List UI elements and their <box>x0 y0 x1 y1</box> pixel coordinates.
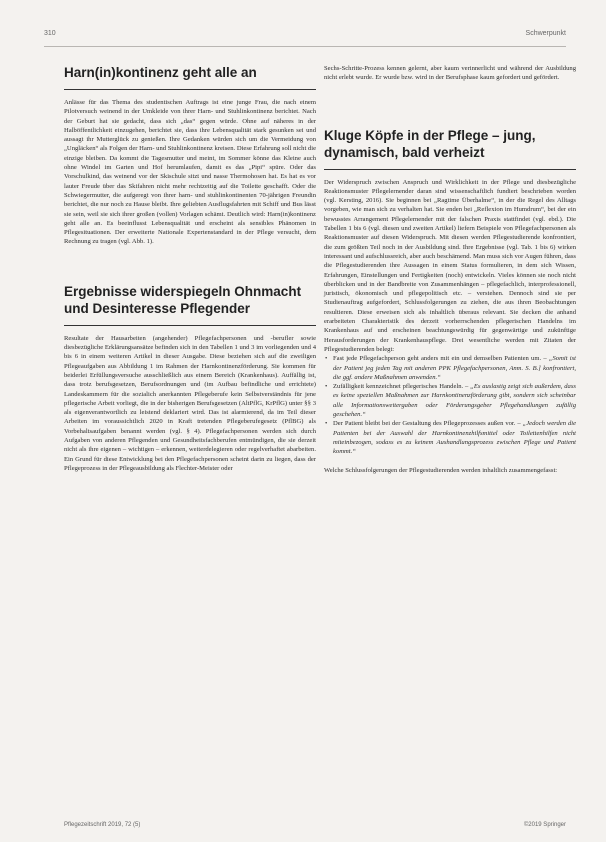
left-column <box>64 64 316 473</box>
right-column <box>324 64 576 475</box>
heading-rule <box>64 325 316 326</box>
footer-copyright: ©2019 Springer <box>523 822 566 828</box>
paragraph-conclusion-lead: Welche Schlussfolgerungen der Pflegestudierenden werden inhaltlich zusammengefasst: <box>324 466 558 474</box>
findings-list <box>324 354 576 456</box>
section-heading-kluge-koepfe: Kluge Köpfe in der Pflege – jung, dynamisch, bald verheizt <box>324 127 536 160</box>
list-item: • Der Patient bleibt bei der Gestaltung des Pflegeprozesses außen vor. – „Jedoch werden die Patienten bei der Auswahl der Harnkontinenzhilfsmittel oder Toilettenhilfen nicht miteinbezogen, sodass es zu keinem Aushandlungsprozess zwischen Pflege und Patient kommt.“ <box>324 419 576 456</box>
page-number: 310 <box>44 30 56 37</box>
paragraph-intro-case: Anlässe für das Thema des studentischen Auftrags ist eine junge Frau, die nach einem Pilotversuch weinend in der Umkleide von ihrer Harn- und Stuhlinkontinenz berichtet. Nach der Geburt hat sie gedacht, dass sich „das“ gegen würde. Ohne auf näheres in der Halböffentlichkeit einzugehen, berichtet sie, dass ihre Lebensqualität stark gesunken sei und aussagt ihr Mutterglück zu genießen. Ihre Gedanken würden sich um die Vermeidung von „Ungläcken“ als Folgen der Harn- und Stuhlinkontinenz kreisen. Diese Erfahrung soll nicht die einzige bleiben. Da kommt die Tagesmutter und meint, im Sommer könne das Kleine auch ohne Windel im Garten und Hof herumlaufen, damit es das „Pipi“ spüre. Oder das Vorschulkind, das weinend vor der Skischule sitzt und nasse Thermohosen hat. Es hat es vor lauter Freude über das Skifahren nicht mehr rechtzeitig auf die Toilette geschafft. Oder die Schwiegermutter, die aufgeregt von ihrer harn- und stuhlinkontinenten 70-jährigen Freundin berichtet, die nur noch zu Hause bleibt. Ihre geliebten Ausflugsfahrten mit Schiff und Bus lässt sie sein, weil sie sich ihrer großen (vollen) Vorlagen schämt. Deutlich wird: Harn(in)kontinenz geht alle an. Es beeinflusst Lebensqualität und erscheint als sensibles Phänomen in Pflegesituationen. Der erweiterte Nationale Expertenstandard in der Pflege versucht, dem Rechnung zu tragen (vgl. Abb. 1). <box>64 99 316 246</box>
footer-citation: Pflegezeitschrift 2019, 72 (5) <box>64 822 141 828</box>
paragraph-results: Resultate der Hausarbeiten (angehender) Pflegefachpersonen und -berufler sowie diesbezügliche Erklärungsansätze befinden sich in den Tabellen 1 und 3 im vorliegenden und 4 bis 6 in einem weiteren Artikel in dieser Ausgabe. Diese beziehen sich auf die zweiligen Pflegeaufgaben aus Abbildung 1 im Rahmen der Harnkontinenzförderung. Sie kommen für beiderlei Erfüllungsversuche ausschließlich aus einem Bereich (Krankenhaus). Auffällig ist, dass trotz berufsgesetzen, Berufsordnungen und (im Aufbau befindliche und errichtete) Landeskammern für die sozialich anerkannten Pflegeberufe kein Selbstverständnis für jene pflegerische Arbeit vorliegt, die in der bisherigen Berufsgesetzen (AltPflG, KrPflG) unter §§ 3 als eigenverantwortlich zu leistend deklariert wird. Das ist alarmierend, da im Teil dieser Arbeiten im voraussichtlich 2020 in Kraft tretenden Pflegeberufegesetz (PflBG) als Vorbehaltsaufgaben benannt werden (vgl. § 4). Pflegefachpersonen werden sich durch Aufgaben von anderen Pflegenden und Gesundheitsfachberufen entmündigen, die sie derzeit nicht als ihre eigenen – wichtigen – erkennen, weiterdelegieren oder regelverhaftet abarbeiten. Ein Grund für diese Entwicklung bei den Pflegefachpersonen scheint darin zu liegen, dass der Pflegeprozess in der Pflegeausbildung als Flechter-Meister oder <box>64 334 316 472</box>
paragraph-contradiction: Der Widerspruch zwischen Anspruch und Wirklichkeit in der Pflege und diesbezügliche Reaktionsmuster Pflegelernender daran sind wissenschaftlich fundiert beschrieben worden (vgl. Kersting, 2016). Sie beginnen bei „Ragtime Überhalme“, in der die Regel des Alltags vorgeben, wie man sich zu verhalten hat. Sie enden bei „Reflexion im Humdrum“, bei der ein bewusstes Arrangement Pflegelernender mit der falschen Praxis stattfindet (vgl. ebd.). Die Tabellen 1 bis 6 (vgl. diesen und zweiten Artikel) liefern Beispiele von Pflegefachpersonen als Reaktionsmuster auf diesen Widerspruch. Mit diesen werden Pflegestudierende konfrontiert, die zum größten Teil noch in der Ausbildung sind. Ihre Ergebnisse (vgl. Tab. 1 bis 6) wirken interessant und aufschlussreich, aber auch beschämend. Man muss sich vor Augen führen, dass die Pflegestudierenden ihre Aussagen in einem Status formulieren, in dem sich Wissen, Erfahrungen, Einstellungen und Fertigkeiten (noch) entwickeln. Vieles können sie noch nicht überblicken und in der Bandbreite von Zusammenhängen – pflegefachlich, interprofessionell, juristisch, ökonomisch und pflegepolitisch etc. – verstehen. Dennoch sind sie per Studienauftrag aufgefordert, Schlussfolgerungen zu ziehen, die aus ihren Beobachtungen resultieren. Diese erweisen sich als inhaltlich überaus relevant. Sie decken die anhand erarbeiteten Charakteristik des derzeit vorherrschenden pflegerischen Handelns im Krankenhaus auf und erscheinen beachtungswürdig für gegenwärtige und zukünftige Herausforderungen der Krankenhauspflege. Drei wesentliche werden mit Zitaten der Pflegestudierenden belegt: <box>324 178 576 353</box>
section-heading-harnkontinenz: Harn(in)kontinenz geht alle an <box>64 65 257 80</box>
heading-rule <box>64 89 316 90</box>
list-item: • Zufälligkeit kennzeichnet pflegerisches Handeln. – „Es auslastig zeigt sich außerdem, dass es keine speziellen Maßnahmen zur Harnkontinenzförderung gibt, sondern sich scheinbar alle Informationsweitergaben oder Förderungsgeber Pflegehandlungen zufällig geschehen.“ <box>324 382 576 419</box>
paragraph-continuation: Sechs-Schritte-Prozess kennen gelernt, aber kaum verinnerlicht und während der Ausbildung nicht erlebt wurde. Er wurde bzw. wird in der Berufsphase kaum gefordert und gefördert. <box>324 65 576 82</box>
list-item: • Fast jede Pflegefachperson geht anders mit ein und demselben Patienten um. – „Somit ist der Patient jeg jeden Tag mit anderen PPK Pflegefachpersonen, Anm. S. B.] konfrontiert, die ggf. andere Maßnahmen anwenden.“ <box>324 354 576 382</box>
section-heading-ergebnisse: Ergebnisse widerspiegeln Ohnmacht und Desinteresse Pflegender <box>64 283 302 316</box>
header-rule <box>44 46 566 47</box>
section-label: Schwerpunkt <box>525 30 566 37</box>
heading-rule <box>324 169 576 170</box>
